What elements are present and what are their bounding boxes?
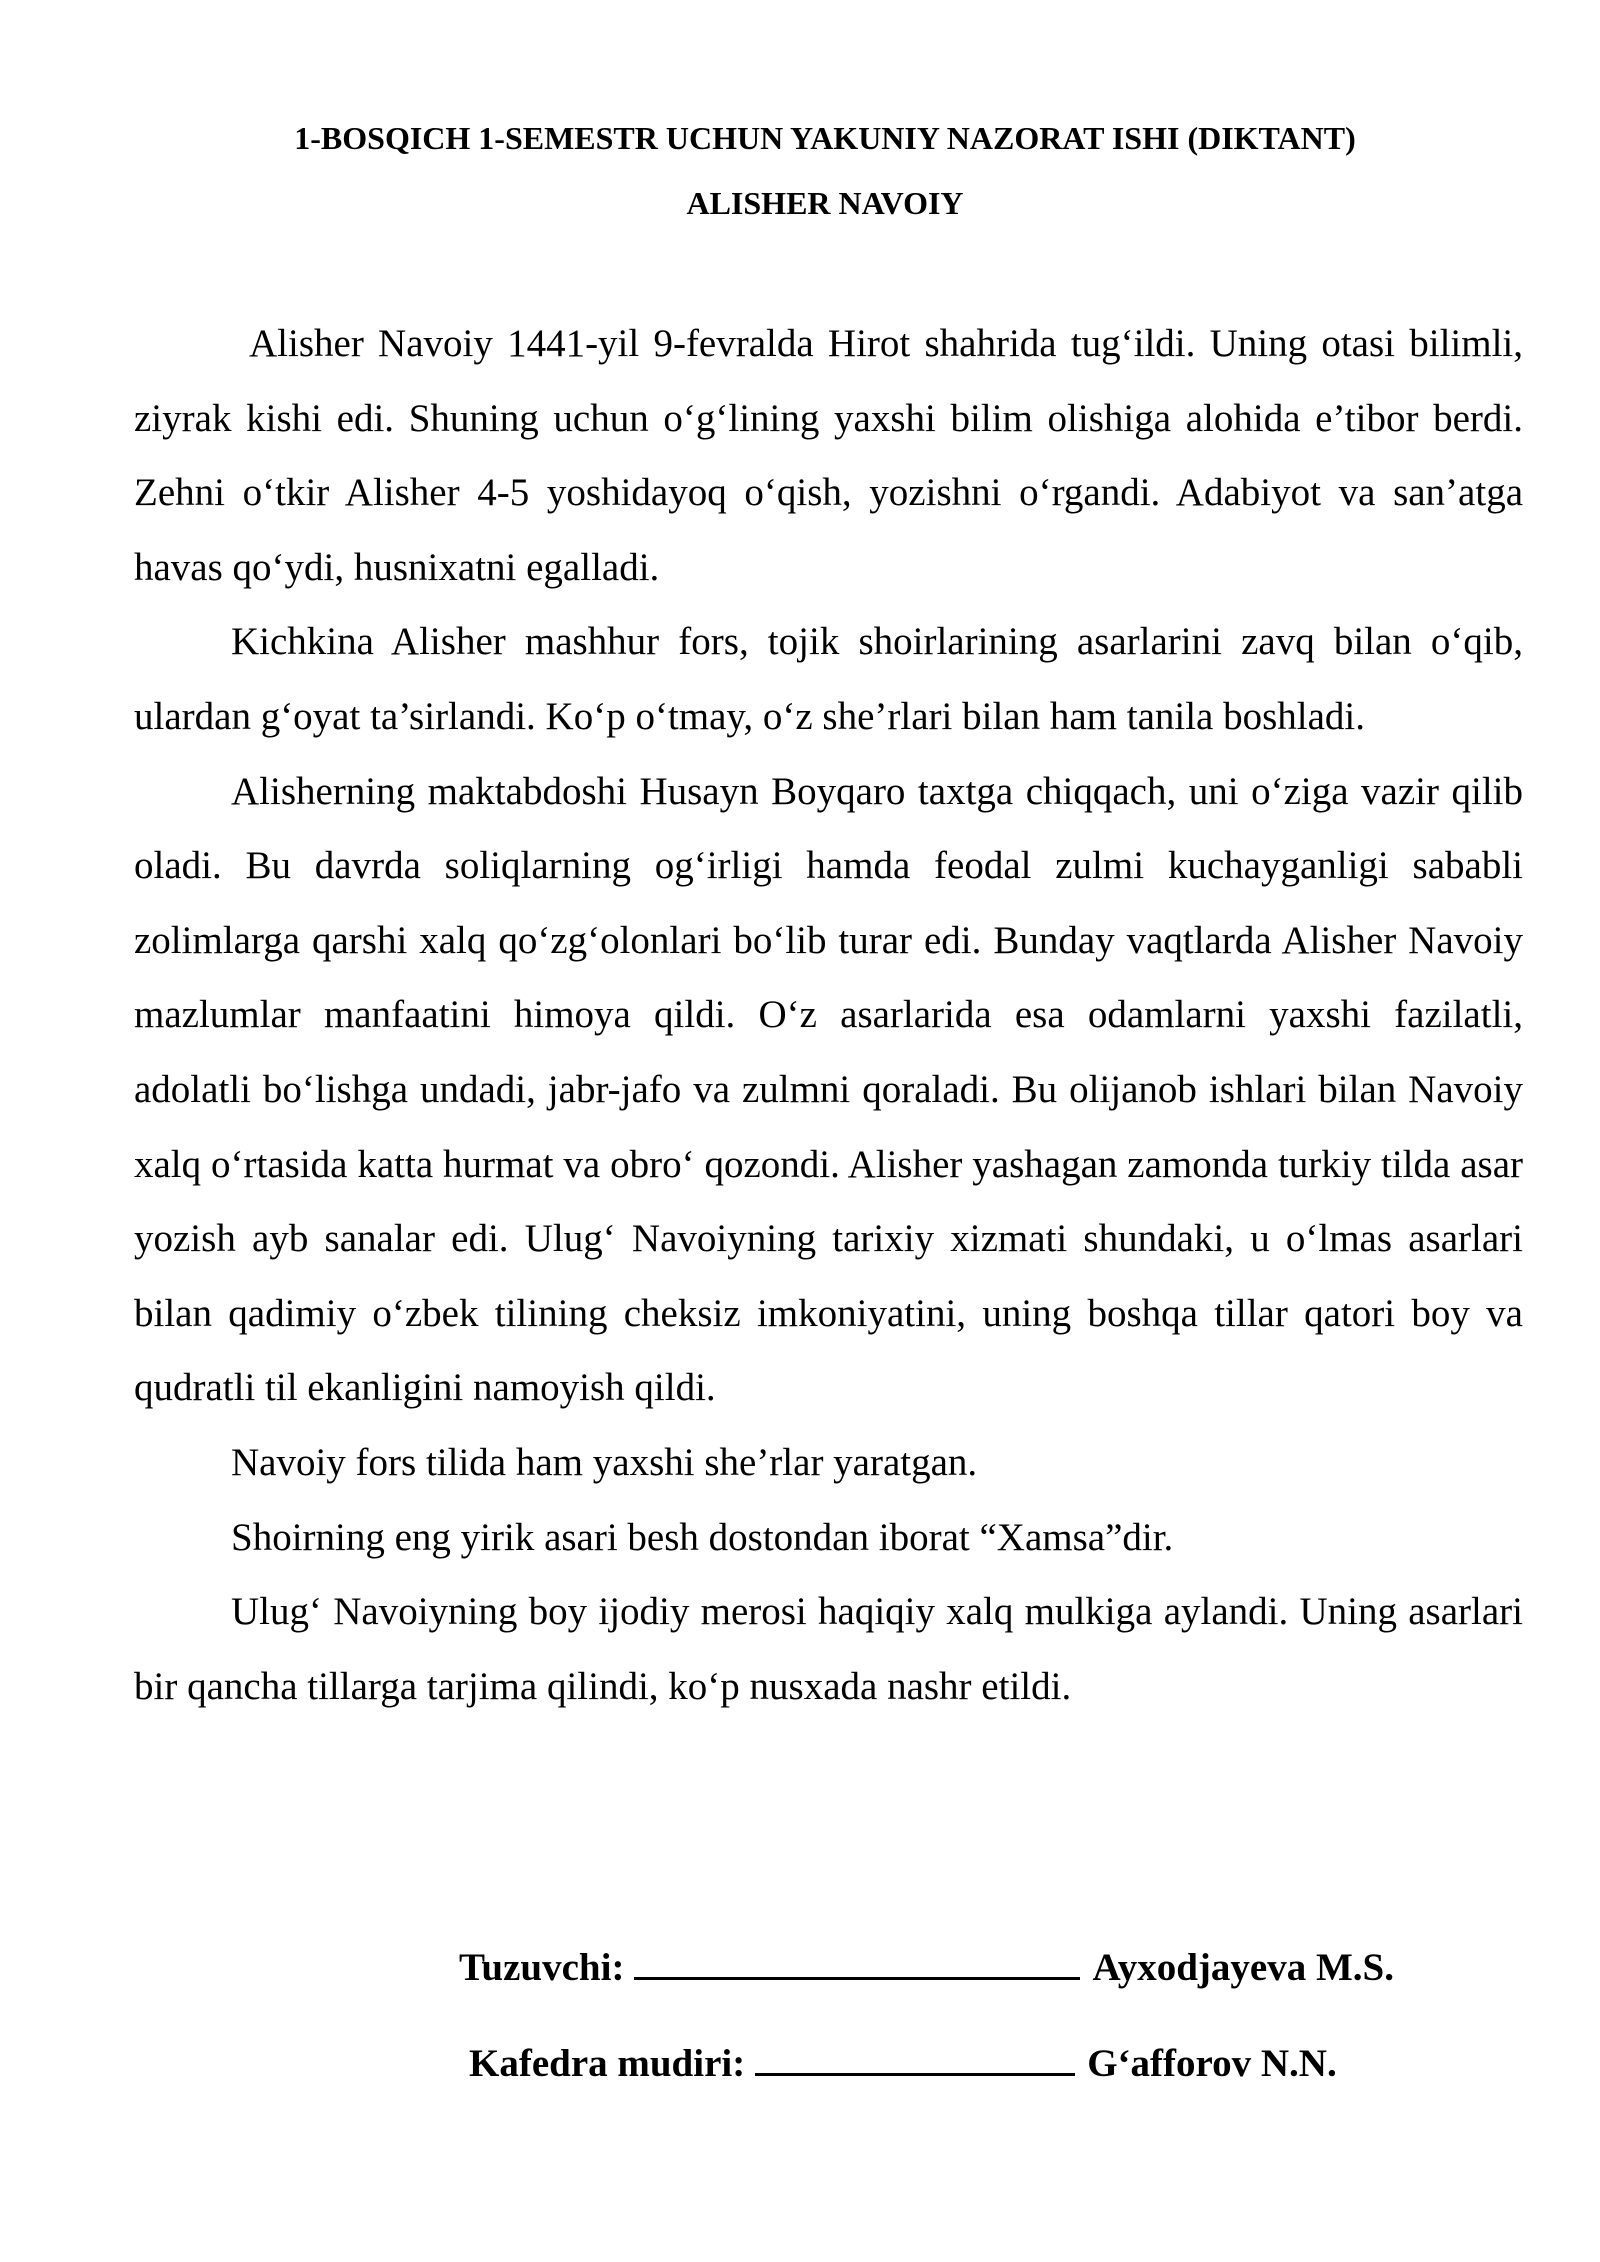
head-signature-line (755, 2041, 1075, 2076)
compiler-name: Ayxodjayeva M.S. (1092, 1946, 1394, 1989)
head-label: Kafedra mudiri: (469, 2042, 746, 2085)
paragraph-5: Shoirning eng yirik asari besh dostondan iborat “Xamsa”dir. (231, 1515, 1174, 1559)
compiler-signature (459, 1944, 1394, 1992)
paragraph-4: Navoiy fors tilida ham yaxshi she’rlar yaratgan. (231, 1440, 978, 1484)
paragraph-1: Alisher Navoiy 1441-yil 9-fevralda Hirot shahrida tug‘ildi. Uning otasi bilimli, ziyrak kishi edi. Shuning uchun o‘g‘lining yaxshi bilim olishiga alohida e’tibor berdi. Zehni o‘tkir Alisher 4-5 yoshidayoq o‘qish, yozishni o‘rgandi. Adabiyot va san’atga havas qo‘ydi, husnixatni egalladi. (134, 322, 1523, 589)
paragraph-2: Kichkina Alisher mashhur fors, tojik shoirlarining asarlarini zavq bilan o‘qib, ulardan g‘oyat ta’sirlandi. Ko‘p o‘tmay, o‘z she’rlari bilan ham tanila boshladi. (134, 620, 1523, 738)
paragraph-6: Ulug‘ Navoiyning boy ijodiy merosi haqiqiy xalq mulkiga aylandi. Uning asarlari bir qancha tillarga tarjima qilindi, ko‘p nusxada nashr etildi. (134, 1590, 1523, 1708)
document-subtitle: ALISHER NAVOIY (686, 185, 964, 221)
dictation-text (134, 307, 1523, 1724)
head-signature (469, 2040, 1337, 2088)
compiler-signature-line (634, 1945, 1080, 1980)
paragraph-3: Alisherning maktabdoshi Husayn Boyqaro taxtga chiqqach, uni o‘ziga vazir qilib oladi. Bu davrda soliqlarning og‘irligi hamda feodal zulmi kuchayganligi sababli zolimlarga qarshi xalq qo‘zg‘olonlari bo‘lib turar edi. Bunday vaqtlarda Alisher Navoiy mazlumlar manfaatini himoya qildi. O‘z asarlarida esa odamlarni yaxshi fazilatli, adolatli bo‘lishga undadi, jabr-jafo va zulmni qoraladi. Bu olijanob ishlari bilan Navoiy xalq o‘rtasida katta hurmat va obro‘ qozondi. Alisher yashagan zamonda turkiy tilda asar yozish ayb sanalar edi. Ulug‘ Navoiyning tarixiy xizmati shundaki, u o‘lmas asarlari bilan qadimiy o‘zbek tilining cheksiz imkoniyatini, uning boshqa tillar qatori boy va qudratli til ekanligini namoyish qildi. (134, 769, 1523, 1410)
document-title: 1-BOSQICH 1-SEMESTR UCHUN YAKUNIY NAZORAT ISHI (DIKTANT) (294, 120, 1356, 156)
head-name: G‘afforov N.N. (1087, 2042, 1337, 2085)
compiler-label: Tuzuvchi: (459, 1946, 625, 1989)
